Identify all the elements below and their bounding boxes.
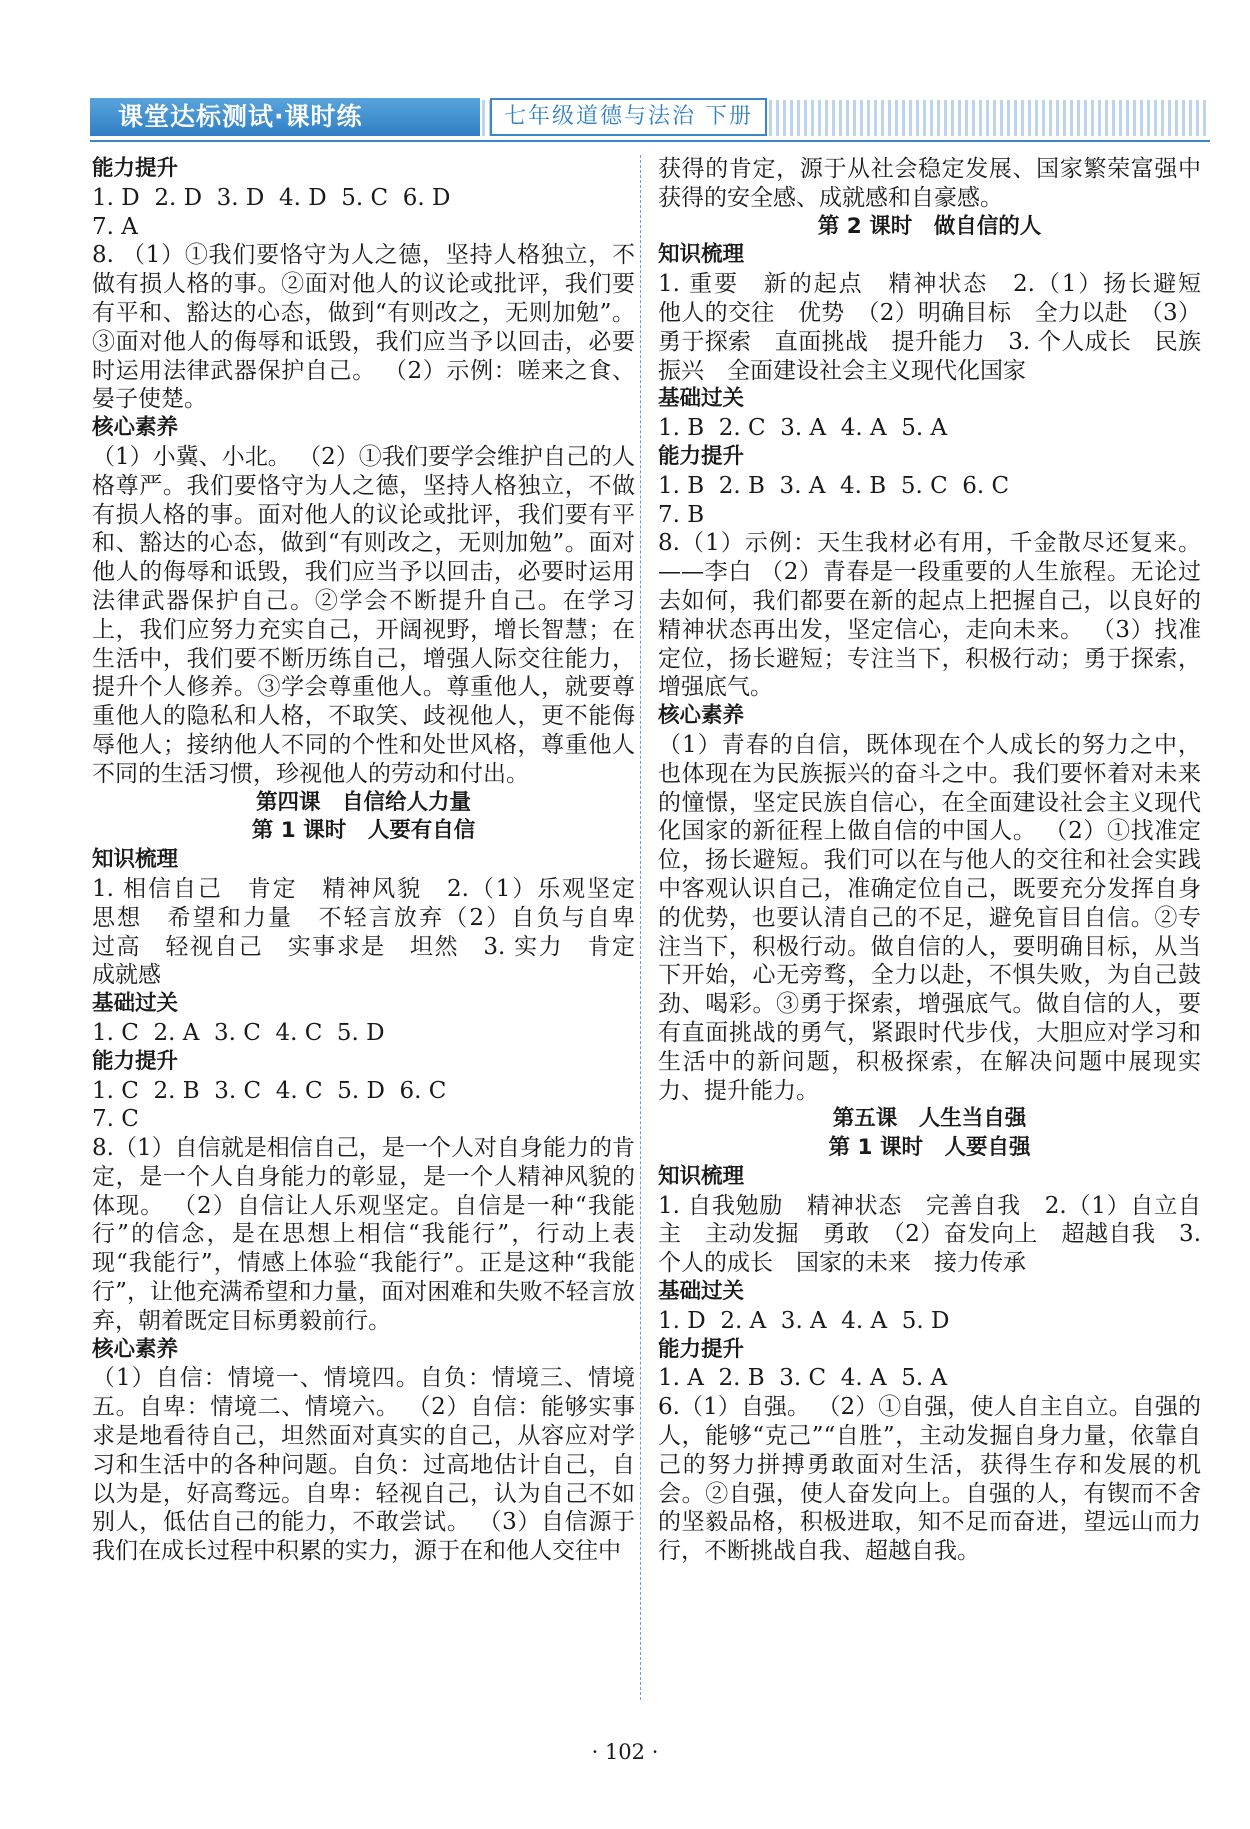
lesson-title: 第五课 人生当自强 [832, 1106, 1027, 1132]
answer-paragraph: 8.（1）示例：天生我材必有用，千金散尽还复来。——李白 （2）青春是一段重要的人生旅程。无论过去如何，我们都要在新的起点上把握自己，以良好的精神状态再出发，坚定信心，走向未来。 （3）找准定位，扬长避短；专注当下，积极行动；勇于探索，增强底气。 [658, 530, 1201, 701]
series-title: 课堂达标测试·课时练 [90, 98, 480, 136]
section-heading: 基础过关 [658, 1279, 745, 1305]
lesson-title: 第 1 课时 人要有自信 [251, 818, 476, 844]
section-heading: 基础过关 [92, 991, 179, 1017]
answer-paragraph: （1）自信：情境一、情境四。自负：情境三、情境五。自卑：情境二、情境六。 （2）自信：能够实事求是地看待自己，坦然面对真实的自己，从容应对学习和生活中的各种问题。自负：过高地估计自己，自以为是，好高骛远。自卑：轻视自己，认为自己不如别人，低估自己的能力，不敢尝试。 （3）自信源于我们在成长过程中积累的实力，源于在和他人交往中 [92, 1365, 635, 1565]
section-heading: 知识梳理 [92, 847, 179, 873]
answer-line: 1. D 2. A 3. A 4. A 5. D [658, 1307, 950, 1334]
answer-line: 7. C [92, 1106, 139, 1133]
answer-paragraph: （1）青春的自信，既体现在个人成长的努力之中，也体现在为民族振兴的奋斗之中。我们要怀着对未来的憧憬，坚定民族自信心，在全面建设社会主义现代化国家的新征程上做自信的中国人。 （2）①找准定位，扬长避短。我们可以在与他人的交往和社会实践中客观认识自己，准确定位自己，既要充分发挥自身的优势，也要认清自己的不足，避免盲目自信。②专注当下，积极行动。做自信的人，要明确目标，从当下开始，心无旁骛，全力以赴，不惧失败，为自己鼓劲、喝彩。③勇于探索，增强底气。做自信的人，要有直面挑战的勇气，紧跟时代步伐，大胆应对学习和生活中的新问题，积极探索，在解决问题中展现实力、提升能力。 [658, 731, 1201, 1104]
lesson-title: 第四课 自信给人力量 [255, 789, 471, 815]
section-heading: 基础过关 [658, 386, 745, 412]
header-rule [90, 140, 1210, 142]
answer-line: 1. C 2. A 3. C 4. C 5. D [92, 1019, 385, 1046]
section-heading: 能力提升 [92, 1048, 179, 1074]
page-number: · 102 · [591, 1740, 659, 1764]
answer-line: 1. C 2. B 3. C 4. C 5. D 6. C [92, 1077, 447, 1104]
section-heading: 能力提升 [658, 443, 745, 469]
answer-line: 7. A [92, 213, 138, 240]
section-heading: 知识梳理 [658, 1163, 745, 1189]
section-heading: 能力提升 [658, 1336, 745, 1362]
section-heading: 核心素养 [92, 1336, 179, 1362]
answer-line: 7. B [658, 501, 705, 528]
lesson-title: 第 2 课时 做自信的人 [817, 213, 1042, 239]
answer-line: 1. B 2. C 3. A 4. A 5. A [658, 415, 948, 442]
section-heading: 核心素养 [92, 415, 179, 441]
left-column [92, 155, 658, 1566]
answer-line: 1. A 2. B 3. C 4. A 5. A [658, 1365, 948, 1392]
answer-paragraph: 8.（1）自信就是相信自己，是一个人对自身能力的肯定，是一个人自身能力的彰显，是一个人精神风貌的体现。 （2）自信让人乐观坚定。自信是一种“我能行”的信念，是在思想上相信“我能行”，行动上表现“我能行”，情感上体验“我能行”。正是这种“我能行”，让他充满希望和力量，面对困难和失败不轻言放弃，朝着既定目标勇毅前行。 [92, 1135, 635, 1334]
answer-line: 1. B 2. B 3. A 4. B 5. C 6. C [658, 472, 1010, 499]
lesson-title: 第 1 课时 人要自强 [828, 1135, 1031, 1161]
answer-paragraph: 8. （1）①我们要恪守为人之德，坚持人格独立，不做有损人格的事。②面对他人的议论或批评，我们要有平和、豁达的心态，做到“有则改之，无则加勉”。③面对他人的侮辱和诋毁，我们应当予以回击，必要时运用法律武器保护自己。 （2）示例：嗟来之食、晏子使楚。 [92, 242, 635, 413]
answer-paragraph: 6.（1）自强。 （2）①自强，使人自主自立。自强的人，能够“克己”“自胜”，主动发掘自身力量，依靠自己的努力拼搏勇敢面对生活，获得生存和发展的机会。②自强，使人奋发向上。自强的人，有锲而不舍的坚毅品格，积极进取，知不足而奋进，望远山而力行，不断挑战自我、超越自我。 [658, 1394, 1201, 1565]
column-divider [640, 155, 641, 1700]
section-heading: 核心素养 [658, 703, 745, 729]
section-heading: 知识梳理 [658, 242, 745, 268]
answer-paragraph: （1）小冀、小北。 （2）①我们要学会维护自己的人格尊严。我们要恪守为人之德，坚持人格独立，不做有损人格的事。面对他人的议论或批评，我们要有平和、豁达的心态，做到“有则改之，无则加勉”。面对他人的侮辱和诋毁，我们应当予以回击，必要时运用法律武器保护自己。②学会不断提升自己。在学习上，我们应努力充实自己，开阔视野，增长智慧；在生活中，我们要不断历练自己，增强人际交往能力，提升个人修养。③学会尊重他人。尊重他人，就要尊重他人的隐私和人格，不取笑、歧视他人，更不能侮辱他人；接纳他人不同的个性和处世风格，尊重他人不同的生活习惯，珍视他人的劳动和付出。 [92, 443, 635, 787]
page-header [90, 98, 1210, 140]
section-heading: 能力提升 [92, 156, 179, 181]
answer-paragraph: 1. 重要 新的起点 精神状态 2.（1）扬长避短 他人的交往 优势 （2）明确目标 全力以赴 （3）勇于探索 直面挑战 提升能力 3. 个人成长 民族振兴 全面建设社会主义现代化国家 [658, 271, 1224, 384]
answer-paragraph: 1. 相信自己 肯定 精神风貌 2.（1）乐观坚定 思想 希望和力量 不轻言放弃（2）自负与自卑 过高 轻视自己 实事求是 坦然 3. 实力 肯定 成就感 [92, 875, 658, 989]
answer-line: 1. D 2. D 3. D 4. D 5. C 6. D [92, 184, 451, 211]
right-column [658, 155, 1224, 1566]
book-title: 七年级道德与法治 下册 [490, 98, 767, 136]
answer-paragraph: 获得的肯定，源于从社会稳定发展、国家繁荣富强中获得的安全感、成就感和自豪感。 [658, 156, 1201, 211]
answer-paragraph: 1. 自我勉励 精神状态 完善自我 2.（1）自立自主 主动发掘 勇敢 （2）奋发向上 超越自我 3. 个人的成长 国家的未来 接力传承 [658, 1192, 1201, 1277]
